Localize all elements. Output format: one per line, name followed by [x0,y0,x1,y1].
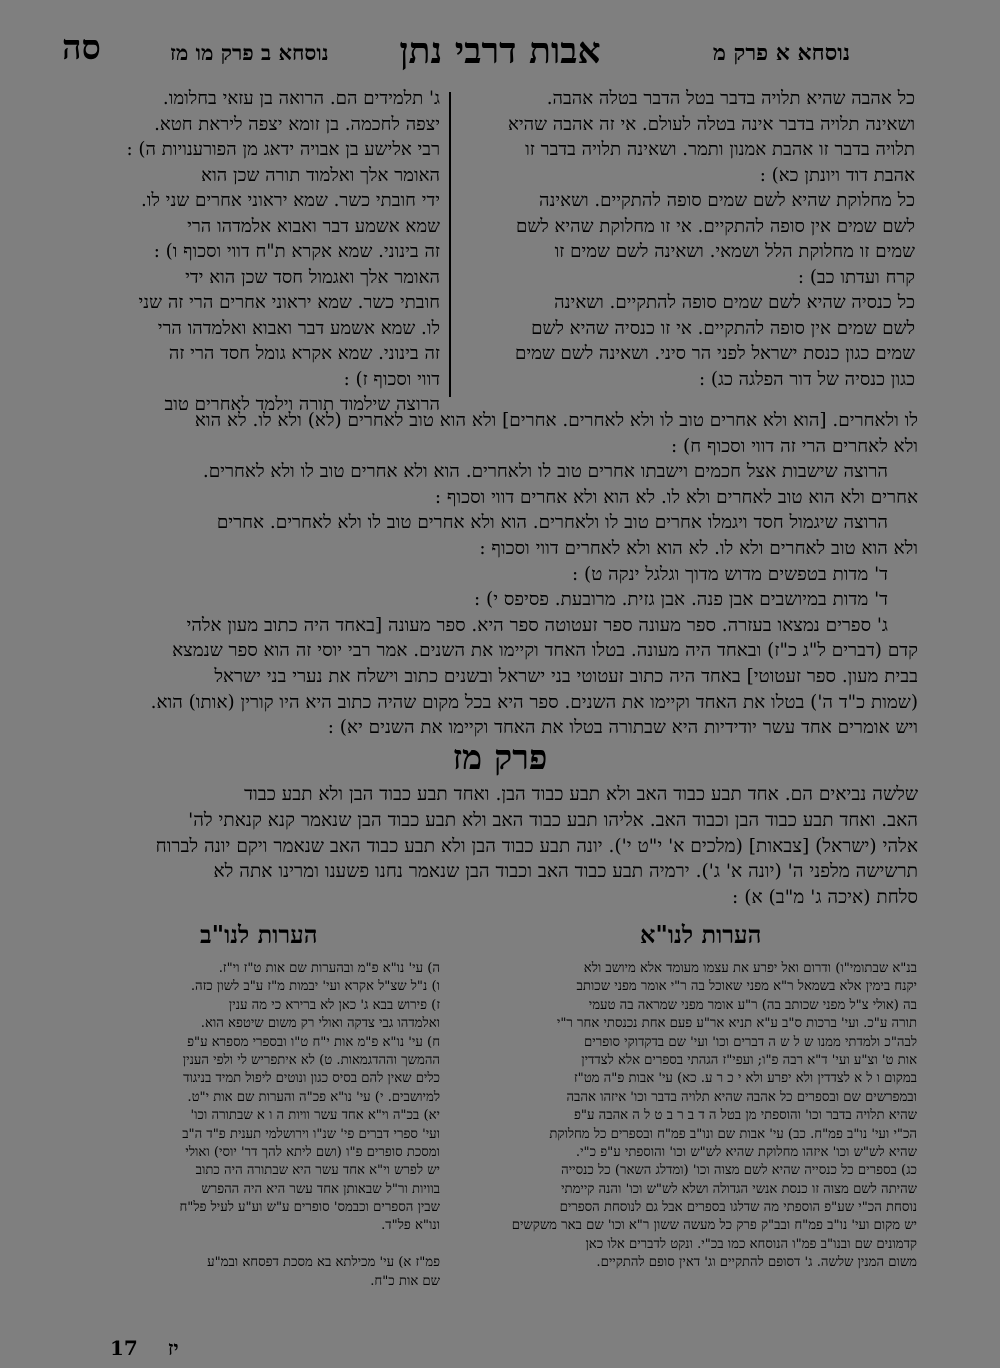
note-line: כלים שאין להם בסיס כגון ונוטים ליפול תמיד בניגוד [183,1071,440,1087]
text-line: זה בינוני. שמא אקרא ת"ח דווי וסכוף ו) : [153,241,440,262]
text-line: קדם (דברים ל"ג כ"ז) ובאחד היה מעונה. בטלו האחד וקיימו את השנים. אמר רבי יוסי זה הוא ספר שנמצא [172,640,918,662]
text-line: שלשה נביאים הם. אחד תבע כבוד האב ולא תבע כבוד הבן. ואחד תבע כבוד הבן ולא תבע כבוד [244,784,918,805]
note-line: לבה"כ ולמדתי ממנו ש ל ש ה דברים וכו' ועי' שם בדקדוקי סופרים [584,1034,917,1050]
text-line: שמא אשמע דבר ואבוא אלמדהו הרי [187,215,440,237]
text-line: שמים כגון כנסת ישראל לפני הר סיני. ושאינה לשם שמים [514,343,915,364]
note-line: שהיתה לשם מצוה זו כנסת אנשי הגדולה ושלא לש"ש וכו' והנה קיימתי [561,1181,917,1197]
text-line: יצפה לחכמה. בן זומא יצפה ליראת חטא. [154,113,440,135]
note-line: שהיא תלויה בדבר וכו' והוספתי מן בטל ה ד ב ר ב ט ל ה אהבה ע"פ [574,1108,917,1124]
text-line: ולא הוא טוב לאחרים ולא לו. לא הוא ולא לאחרים דווי וסכוף : [479,537,918,559]
text-line: ג' תלמידים הם. הרואה בן עזאי בחלומו. [162,88,440,109]
text-line: האומר אלך ואלמוד תורה שכן הוא [201,164,440,186]
note-line: משום המנין שלשה. ג' דסופם להתקיים וג' דאין סופם להתקיים. [596,1255,917,1271]
text-line: כל כנסיה שהיא לשם שמים סופה להתקיים. ושאינה [554,292,915,313]
text-line: תרשישה מלפני ה' (יונה א' ג'). ירמיה תבע כבוד האב וכבוד הבן שנאמר נחנו פשענו ומרינו אתה לא [213,861,918,883]
text-line: ויש אומרים אחד עשר יודידיות היא שבתורה בטלו את האחד וקיימו את השנים יא) : [327,717,918,739]
text-line: (שמות כ"ד ה') בטלו את האחד וקיימו את השנים. ספר היא בכל מקום שהיה כתוב היא היו קורין (אותו) הוא. [150,691,918,713]
note-line: ובמפרשים שם ובספרים כל אהבה שהיא תלויה בדבר וכו' איזהו אהבה [566,1089,917,1105]
note-line: תורה ע"כ. ועי' ברכות ס"ב ע"א תניא אר"ע פעם אחת נכנסתי אחר ר"י [556,1016,917,1032]
note-line: ומסכת סופרים פ"ו (ושם ליתא להך דר' יוסי) ואולי [185,1144,440,1160]
text-line: ולא לאחרים הרי זה דווי וסכוף ח) : [671,435,918,457]
text-line: האומר אלך ואגמול חסד שכן הוא ידי [185,266,440,288]
note-line: יקנח בימין אלא בשמאל ר"א מפני שאוכל בה ר"י אומר מפני שכותב [576,979,917,995]
text-line: דווי וסכוף ז) : [343,368,440,390]
running-header-left: נוסחא ב פרק מו מז [170,40,329,65]
text-line: חובתי כשר. שמא יראוני אחרים הרי זה שני [138,292,440,313]
note-line: ועי' ספרי דברים פי' שנ"ו וירושלמי תענית פ"ד ה"ב [182,1126,440,1142]
note-line: שם אות כ"ח. [370,1273,440,1289]
text-line: ד' מדות בטפשים מדוש מדוך וגלגל ינקה ט) : [572,563,888,585]
note-line: אות ט' וצ"ע ועי' ד"א רבה פ"ו; ועפי"ז הגהתי בספרים אלא לצדדין [581,1052,917,1068]
note-line: שהיא לש"ש וכו' איזהו מחלוקת שהיא לש"ש וכו' והוספתי ע"פ כ"י. [575,1144,917,1160]
text-line: בבית מעון. ספר זעטוטי] באחד היה כתוב זעטוטי בני ישראל ובשנים כתוב וישלח את נערי בני ישראל [214,665,918,687]
note-line: למיושבים. י) עי' נו"א פכ"ה והערות שם אות י"ט. [187,1089,440,1105]
note-line: ואלמדהו גבי צדקה ואולי רק משום שיטפא הוא. [200,1016,440,1032]
text-line: לו. שמא אשמע דבר ואבוא ואלמדהו הרי [157,317,440,339]
main-text [62,408,918,741]
note-line: ונו"א פל"ד. [381,1218,440,1234]
notes-b [70,960,440,1291]
text-line: לו ולאחרים. [הוא ולא אחרים טוב לו ולא לאחרים. אחרים] ולא הוא טוב לאחרים (לא) ולא לו. לא הוא [194,410,918,431]
text-line: לשם שמים אין סופה להתקיים. אי זו כנסיה שהיא לשם [531,317,915,339]
text-line: כגון כנסיה של דור הפלגה כג) : [698,368,915,390]
text-line: הרוצה שישבות אצל חכמים וישבתו אחרים טוב לו ולאחרים. הוא ולא אחרים טוב לו ולא לאחרים. [202,461,888,483]
page-number: סה [62,28,101,68]
note-line: ההמשך וההדגמאות. ט) לא איתפריש לי ולפי הענין [182,1052,440,1068]
chapter-heading: פרק מז [452,738,548,778]
text-line: אלהי (ישראל) [צבאות] (מלכים א' י"ט י'). יונה תבע כבוד הבן ולא תבע כבוד האב שנאמר ויקם יונה לברוח [155,835,918,857]
text-line: קרח ועדתו כב) : [797,266,915,288]
chapter-text [62,782,918,911]
notes-a-heading: הערות לנו"א [640,920,762,949]
note-line: בה (אולי צ"ל מפני שכותב בה) ר"ע אומר מפני שמראה בה טעמי [588,997,917,1013]
note-line [70,1236,440,1254]
note-line: יא) בכ"ה וי"א אחד עשר וויות ה ו א שבתורה וכו' [190,1108,440,1124]
note-line: ה) עי' נו"א פ"מ ובהערות שם אות ט"ז וי"ז. [218,961,440,976]
footer-mark: יז [167,1336,179,1360]
text-line: לשם שמים אין סופה להתקיים. אי זו מחלוקת שהיא לשם [515,215,915,237]
text-line: הרוצה שיגמול חסד ויגמלו אחרים טוב לו ולאחרים. הוא ולא אחרים טוב לו ולא לאחרים. אחרים [216,512,888,534]
note-line: הכ"י ועי' נו"ב פמ"ח. כב) עי' אבות שם ונו"ב פמ"ח ובספרים כל מחלוקת [549,1126,917,1142]
notes-a [462,960,917,1273]
footer-number: 17 [110,1336,138,1360]
text-line: שמים זו מחלוקת הלל ושמאי. ושאינה לשם שמים זו [554,241,915,262]
note-line: שבין הספרים וכבמס' סופרים ע"ש וע"ע לעיל פל"ח [179,1200,440,1216]
running-header-title: אבות דרבי נתן [399,30,601,72]
text-line: כל אהבה שהיא תלויה בדבר בטל הדבר בטלה אהבה. [546,88,915,109]
page-footer [110,1336,179,1361]
note-line: נוסחת הכ"י שע"פ הוספתי מה שדלגו בספרים אבל גם לנוסחת הספרים [559,1200,917,1216]
note-line: יש מקום ועי' נו"ב פמ"ח ובב"ק פרק כל מעשה ששון ר"א וכו' שם באר משקשים [511,1218,917,1234]
text-line: ד' מדות במיושבים אבן פנה. אבן גזית. מרובעת. פסיפס י) : [474,589,888,611]
note-line: ו) נ"ל שצ"ל אקרא ועי' יבמות מ"ז ע"ב לשון כזה. [190,979,440,995]
text-line: תלויה בדבר זו אהבת אמנון ותמר. ושאינה תלויה בדבר זו [525,139,915,160]
text-line: ג' ספרים נמצאו בעזרה. ספר מעונה ספר זעטוטה ספר היא. ספר מעונה [באחד היה כתוב מעון אלהי [186,614,888,636]
text-line: הרוצה שילמוד תורה וילמד לאחרים טוב [164,394,440,415]
text-line: אחרים ולא הוא טוב לאחרים ולא לו. לא הוא ולא אחרים דווי וסכוף : [434,486,918,508]
left-column-text [62,86,440,418]
text-line: אהבת דוד ויונתן כא) : [759,164,915,186]
note-line: פמ"ז א) עי' מכילתא בא מסכת דפסחא ובמ"ע [207,1255,440,1271]
note-line: ז) פירוש בבא ג' כאן לא ברירא כי מה ענין [228,997,440,1013]
notes-b-heading: הערות לנו"ב [200,920,318,949]
right-column-text [460,86,915,392]
text-line: האב. ואחד תבע כבוד הבן וכבוד האב. אליהו תבע כבוד האב ולא תבע כבוד הבן שנאמר קנא קנאתי לה' [188,809,918,831]
note-line: ח) עי' נו"א פ"מ אות י"ח ט"ו ובספרי מספרא ע"פ [187,1034,440,1050]
column-divider [449,92,451,397]
text-line: כל מחלוקת שהיא לשם שמים סופה להתקיים. ושאינה [539,190,915,211]
text-line: סלחת (איכה ג' מ"ב) א) : [732,887,918,909]
text-line: ושאינה תלויה בדבר אינה בטלה לעולם. אי זה אהבה שהיא [507,113,915,135]
text-line: ידי חובתי כשר. שמא יראוני אחרים שני לו. [140,190,440,211]
note-line: בוויות ור"ל שבאותן אחד עשר היא היה ההפרש [201,1181,440,1197]
note-line: במקום ו ל א לצדדין ולא יפרע ולא י כ ר ע. כא) עי' אבות פ"ה מט"ז [573,1071,917,1087]
note-line: כג) בספרים כל כנסייה שהיא לשם מצוה וכו' (ומדלג השאר) כל כנסייה [561,1163,917,1179]
running-header-right: נוסחא א פרק מ [712,40,850,66]
note-line: בנ"א שבתומי"ו) ודרום ואל יפרע את עצמו מעומד אלא מיושב ולא [583,961,917,976]
text-line: זה בינוני. שמא אקרא גומל חסד הרי זה [168,343,440,364]
note-line: קדמונים שם ובנו"ב פמ"ו הנוסחא כמו בכ"י. ונקט לדברים אלו כאן [585,1236,917,1252]
text-line: רבי אלישע בן אבויה ידאג מן הפורענויות ה) : [126,139,440,160]
note-line: יש לפרש וי"א אחד עשר היא שבתורה היה כתוב [195,1163,440,1179]
